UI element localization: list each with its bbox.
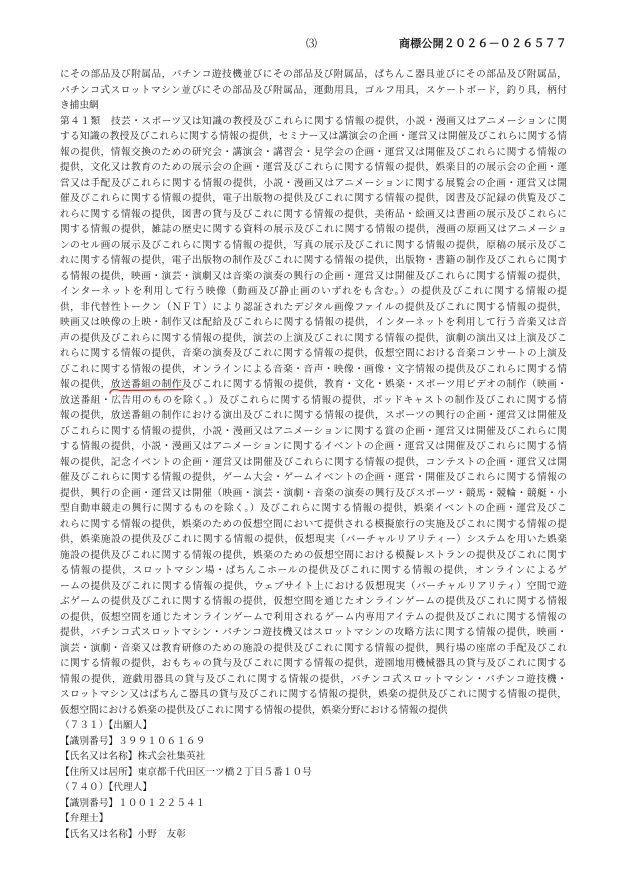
- applicant-id-value: ３９９１０６１６９: [118, 735, 206, 747]
- page-number: ⑶: [306, 37, 317, 50]
- class-41-section: [60, 114, 567, 719]
- text-line: 供，娯楽施設の提供及びこれに関する情報の提供，仮想現実（バーチャルリアリティー）システムを用いた娯楽: [60, 534, 567, 545]
- text-line: にその部品及び附属品，パチンコ遊技機並びにその部品及び附属品，ぱちんこ器具並びにその部品及び附属品，: [60, 69, 567, 80]
- text-line: 提供，文化又は教育のための展示会の企画・運営及びこれらに関する情報の提供，娯楽目的の展示会の企画・運: [60, 162, 567, 173]
- agent-name-value: 小野 友彰: [137, 828, 186, 840]
- agent-id-label: 【識別番号】: [60, 797, 119, 809]
- applicant-address-label: 【住所又は居所】: [60, 766, 138, 778]
- text-line: インターネットを利用して行う映像（動画及び静止画のいずれをも含む。）の提供及びこれに関する情報の提: [60, 286, 567, 297]
- text-line: 放送番組・広告用のものを除く。）及びこれらに関する情報の提供，ポッドキャストの制作及びこれに関する情: [60, 394, 567, 406]
- text-line: 情報の提供，遊戯用器具の貸与及びこれに関する情報の提供，パチンコ式スロットマシン・パチンコ遊技機・: [60, 673, 567, 685]
- class-41-heading-line: 第４１類 技芸・スポーツ又は知識の教授及びこれらに関する情報の提供，小説・漫画又はアニメーションに関: [60, 115, 567, 127]
- text-line: れらに関する情報の提供，娯楽のための仮想空間において提供される模擬旅行の実施及びこれに関する情報の提: [60, 518, 567, 530]
- applicant-section: [60, 718, 567, 780]
- text-line: る情報の提供，スロットマシン場・ぱちんこホールの提供及びこれに関する情報の提供，オンラインによるゲ: [60, 565, 567, 576]
- text-line: 供，非代替性トークン（ＮＦＴ）により認証されたデジタル画像ファイルの提供及びこれに関する情報の提供，: [60, 301, 567, 313]
- text-line: 施設の提供及びこれに関する情報の提供，娯楽のための仮想空間における模擬レストランの提供及びこれに関す: [60, 549, 567, 561]
- agent-id-value: １００１２２５４１: [118, 797, 206, 809]
- text-line: びこれらに関する情報の提供，小説・漫画又はアニメーションに関する賞の企画・運営又は開催及びこれらに関: [60, 425, 567, 437]
- previous-class-continuation: [60, 67, 567, 114]
- text-line: 演芸・演劇・音楽又は教育研修のための施設の提供及びこれに関する情報の提供，興行場の座席の手配及びこれ: [60, 642, 567, 654]
- text-line: 催及びこれらに関する情報の提供，ゲーム大会・ゲームイベントの企画・運営・開催及びこれらに関する情報の: [60, 472, 567, 483]
- publication-number: 商標公開２０２６－０２６５７７: [399, 37, 567, 50]
- text-line: びこれに関する情報の提供，オンラインによる音楽・音声・映像・画像・文字情報の提供及びこれらに関する情: [60, 363, 567, 375]
- text-line: れらに関する情報の提供，音楽の演奏及びこれに関する情報の提供，仮想空間における音楽コンサートの上演及: [60, 348, 567, 359]
- applicant-name-label: 【氏名又は名称】: [60, 751, 138, 762]
- text-line: 型自動車競走の興行に関するものを除く。）及びこれらに関する情報の提供，娯楽イベントの企画・運営及びこ: [60, 503, 567, 514]
- text-line: パチンコ式スロットマシン並びにその部品及び附属品，運動用具，ゴルフ用具，スケートボード，釣り具，柄付: [60, 84, 567, 96]
- text-line: に関する情報の提供，おもちゃの貸与及びこれに関する情報の提供，遊園地用機械器具の貸与及びこれに関する: [60, 658, 567, 669]
- page-header: [0, 36, 625, 52]
- agent-heading: （７４０）【代理人】: [60, 782, 153, 793]
- text-line: 報の提供，放送番組の制作及びこれに関する情報の提供，教育・文化・娯楽・スポーツ用ビデオの制作（映画・: [60, 379, 567, 390]
- text-line: スロットマシン又はぱちんこ器具の貸与及びこれに関する情報の提供，娯楽の提供及びこれに関する情報の提供，: [60, 689, 567, 700]
- applicant-address: [60, 765, 567, 781]
- applicant-heading: （７３１）【出願人】: [60, 720, 153, 731]
- text-line: 仮想空間における娯楽の提供及びこれに関する情報の提供，娯楽分野における情報の提供: [60, 704, 448, 716]
- goods-services-text: [60, 67, 567, 842]
- text-line: 報の提供，情報交換のための研究会・講演会・講習会・見学会の企画・運営又は開催及びこれらに関する情報の: [60, 146, 567, 158]
- text-line: れに関する情報の提供，電子出版物の制作及びこれに関する情報の提供，出版物・書籍の制作及びこれらに関す: [60, 255, 567, 266]
- applicant-id-label: 【識別番号】: [60, 735, 119, 747]
- text-line: 映画又は映像の上映・制作又は配給及びこれらに関する情報の提供，インターネットを利用して行う音楽又は音: [60, 317, 567, 328]
- text-line: ぶゲームの提供及びこれに関する情報の提供，仮想空間を通じたオンラインゲームの提供及びこれに関する情報: [60, 596, 567, 607]
- text-line: ームの提供及びこれに関する情報の提供，ウェブサイト上における仮想現実（バーチャルリアリティ）空間で遊: [60, 580, 567, 592]
- text-line: 声の提供及びこれらに関する情報の提供，演芸の上演及びこれに関する情報の提供，演劇の演出又は上演及びこ: [60, 332, 567, 344]
- text-line: する情報の提供，小説・漫画又はアニメーションに関するイベントの企画・運営又は開催及びこれらに関する情: [60, 441, 567, 452]
- text-line: 報の提供，放送番組の制作における演出及びこれに関する情報の提供，スポーツの興行の企画・運営又は開催及: [60, 410, 567, 421]
- text-line: 提供，パチンコ式スロットマシン・パチンコ遊技機又はスロットマシンの攻略方法に関する情報の提供，映画・: [60, 627, 567, 638]
- applicant-address-value: 東京都千代田区一ツ橋２丁目５番１０号: [137, 766, 312, 778]
- text-line: る情報の提供，映画・演芸・演劇又は音楽の演奏の興行の企画・運営又は開催及びこれらに関する情報の提供，: [60, 270, 567, 282]
- agent-name: [60, 827, 567, 843]
- text-line: 営又は手配及びこれらに関する情報の提供，小説・漫画又はアニメーションに関する展覧会の企画・運営又は開: [60, 177, 567, 189]
- agent-section: [60, 780, 567, 842]
- agent-name-label: 【氏名又は名称】: [60, 828, 138, 840]
- text-line: 提供，興行の企画・運営又は開催（映画・演芸・演劇・音楽の演奏の興行及びスポーツ・競馬・競輪・競艇・小: [60, 487, 567, 499]
- text-line: の提供，仮想空間を通じたオンラインゲームで利用されるゲーム内専用アイテムの提供及びこれに関する情報の: [60, 611, 567, 623]
- text-line: ンのセル画の展示及びこれらに関する情報の提供，写真の展示及びこれに関する情報の提供，原稿の展示及びこ: [60, 239, 567, 251]
- text-line: き捕虫網: [60, 100, 99, 111]
- applicant-id-number: [60, 734, 567, 750]
- applicant-name: [60, 749, 567, 765]
- text-line: する知識の教授及びこれらに関する情報の提供，セミナー又は講演会の企画・運営又は開催及びこれらに関する情: [60, 131, 567, 142]
- applicant-name-value: 株式会社集英社: [137, 751, 206, 762]
- agent-id-number: [60, 796, 567, 812]
- text-line: 関する情報の提供，雑誌の歴史に関する資料の展示及びこれに関する情報の提供，漫画の原画又はアニメーショ: [60, 224, 567, 235]
- text-line: 報の提供，記念イベントの企画・運営又は開催及びこれらに関する情報の提供，コンテストの企画・運営又は開: [60, 456, 567, 468]
- text-line: れらに関する情報の提供，図書の貸与及びこれに関する情報の提供，美術品・絵画又は書画の展示及びこれらに: [60, 208, 567, 220]
- text-line: 催及びこれらに関する情報の提供，電子出版物の提供及びこれに関する情報の提供，図書及び記録の供覧及びこ: [60, 193, 567, 204]
- agent-qualification: 【弁理士】: [60, 813, 109, 824]
